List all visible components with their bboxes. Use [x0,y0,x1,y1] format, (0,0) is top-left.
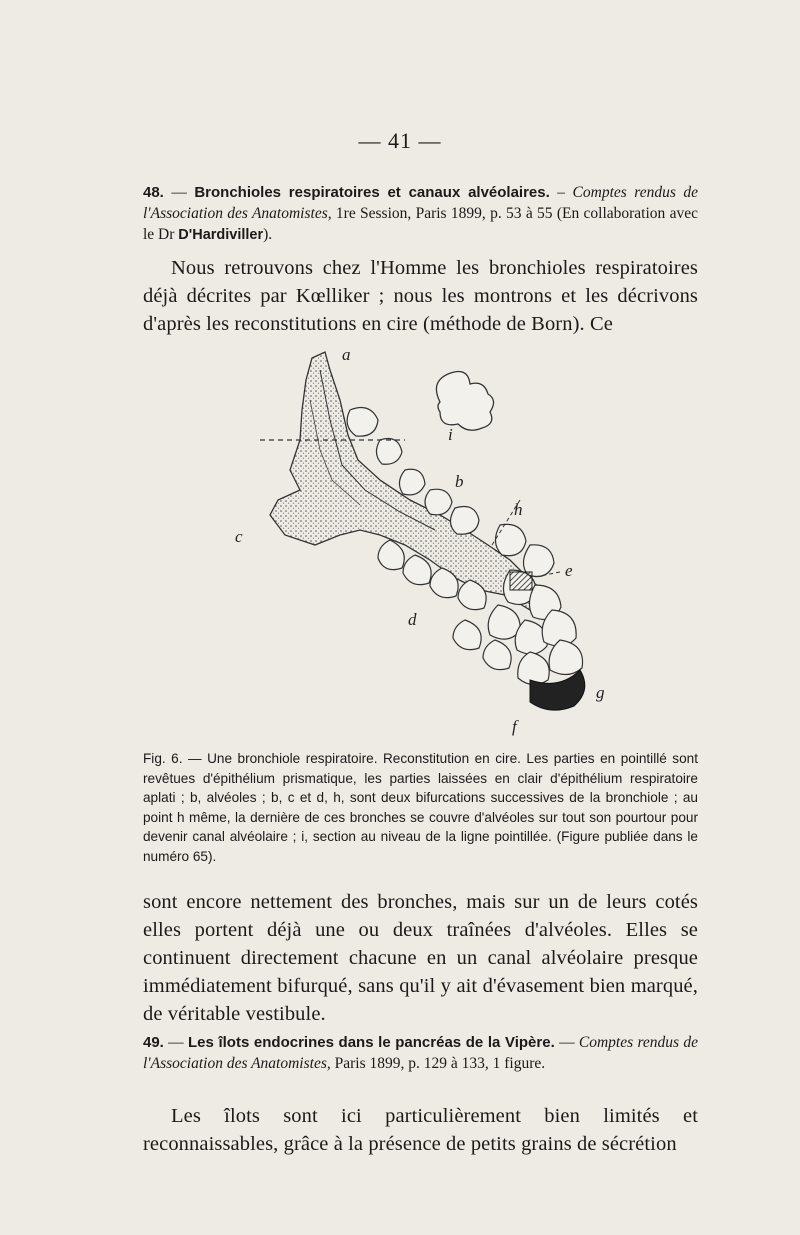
label-i: i [448,425,453,444]
entry-number: 48. [143,184,164,201]
label-g: g [596,683,605,702]
bronchiole-drawing [230,340,650,740]
body-paragraph-3: Les îlots sont ici particulièrement bien limités et reconnaissables, grâce à la présence de petits grains de sécrétion [143,1105,698,1155]
entry-source: Comptes rendus de l'Association des Anatomistes, [143,1034,699,1072]
label-h: h [514,500,523,519]
label-e: e [565,561,573,580]
entry-title: Les îlots endocrines dans le pancréas de la Vipère. [188,1034,555,1051]
label-c: c [235,527,243,546]
bronchiole-figure [230,340,650,740]
figure-label: Fig. 6. [143,751,183,766]
collaborator-name: D'Hardiviller [178,227,264,243]
bibliography-entry-49: 49. — Les îlots endocrines dans le pancréas de la Vipère. — Comptes rendus de l'Association des Anatomistes, Paris 1899, p. 129 à 133, 1 figure. [143,1034,699,1072]
bibliography-entry-48: 48. — Bronchioles respiratoires et canaux alvéolaires. – Comptes rendus de l'Association des Anatomistes, 1re Session, Paris 1899, p. 53 à 55 (En collaboration avec le Dr D'Hardiviller). [143,184,699,243]
label-d: d [408,610,417,629]
figure-caption [143,749,698,866]
body-paragraph-1: Nous retrouvons chez l'Homme les bronchioles respiratoires déjà décrites par Kœlliker ; nous les montrons et les décrivons d'après les reconstitutions en cire (méthode de Born). Ce [143,257,698,335]
label-f: f [512,717,517,736]
label-a: a [342,345,351,364]
section-outline-i [436,372,493,431]
caption-text: — Une bronchiole respiratoire. Reconstitution en cire. Les parties en pointillé sont revêtues d'épithélium prismatique, les parties laissées en clair d'épithélium respiratoire aplati ; b, alvéoles ; b, c et d, h, sont deux bifurcations successives de la bronchiole ; au point h même, la dernière de ces bronches se couvre d'alvéoles sur tout son pourtour pour devenir canal alvéolaire ; i, section au niveau de la ligne pointillée. (Figure publiée dans le numéro 65). [143,751,698,864]
entry-pages: p. 53 à 55 (En collaboration avec le Dr [143,205,698,243]
page-number: — 41 — [358,128,442,153]
label-b: b [455,472,464,491]
entry-number: 49. [143,1034,164,1051]
entry-source: Comptes rendus de l'Association des Anatomistes, [143,184,699,222]
cut-section [510,572,532,590]
body-paragraph-2: sont encore nettement des bronches, mais sur un de leurs cotés elles portent déjà une ou deux traînées d'alvéoles. Elles se continuent directement chacune en un canal alvéolaire presque immédiatement bifurqué, sans qu'il y ait d'évasement bien marqué, de véritable vestibule. [143,891,698,1025]
entry-title: Bronchioles respiratoires et canaux alvéolaires. [194,184,550,201]
